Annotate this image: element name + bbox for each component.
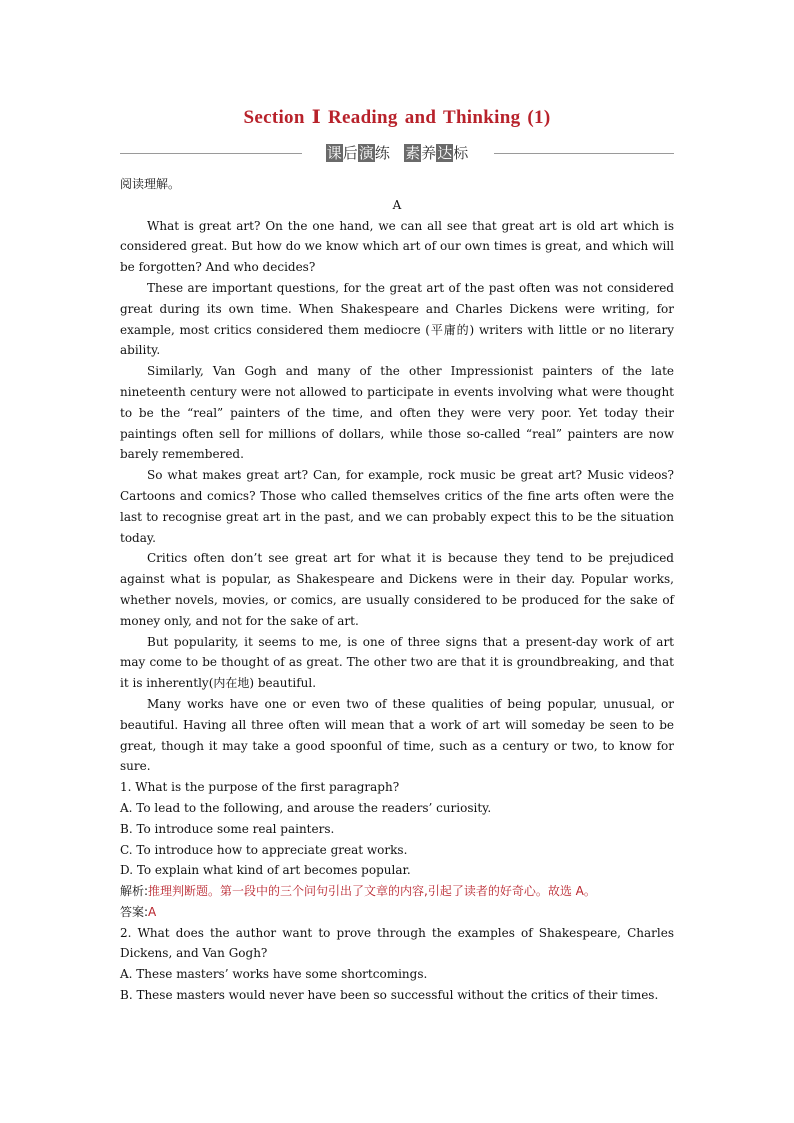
section-title: Section Ⅰ Reading and Thinking (1) — [243, 107, 551, 128]
banner-char: 素 — [405, 144, 421, 162]
banner-char: 养 — [421, 144, 437, 162]
question-1-stem: 1. What is the purpose of the first paragraph? — [120, 780, 400, 795]
passage-paragraph: Similarly, Van Gogh and many of the other Impressionist painters of the late nineteenth century were not allowed to participate in events involving what were thought to be the “real” painters of the time, and often they were very poor. Yet today their paintings often sell for millions of dollars, while those so-called “real” painters are now barely remembered. — [120, 364, 674, 462]
answer-value: A — [148, 904, 157, 919]
banner-char: 标 — [453, 144, 469, 162]
document-body — [120, 174, 674, 1006]
question-1-option-c: C. To introduce how to appreciate great works. — [120, 842, 408, 857]
passage-paragraph: So what makes great art? Can, for example, rock music be great art? Music videos? Cartoons and comics? Those who called themselves critics of the fine arts often were the last to recognise great art in the past, and we can probably expect this to be the situation today. — [120, 468, 674, 545]
question-2-option-b: B. These masters would never have been so successful without the critics of their times. — [120, 988, 659, 1003]
analysis-text: 推理判断题。第一段中的三个问句引出了文章的内容,引起了读者的好奇心。故选 A。 — [148, 884, 596, 899]
passage-paragraph: What is great art? On the one hand, we can all see that great art is old art which is considered great. But how do we know which art of our own times is great, and which will be forgotten? And who decides? — [120, 218, 674, 275]
passage-paragraph: Critics often don’t see great art for what it is because they tend to be prejudiced against what is popular, as Shakespeare and Dickens were in their day. Popular works, whether novels, movies, or comics, are usually considered to be produced for the sake of money only, and not for the sake of art. — [120, 551, 674, 628]
passage-label: A — [392, 197, 402, 212]
passage-paragraph: But popularity, it seems to me, is one of three signs that a present-day work of art may come to be thought of as great. The other two are that it is groundbreaking, and that it is inherently(内在地) beautiful. — [120, 634, 674, 691]
question-2-stem: 2. What does the author want to prove through the examples of Shakespeare, Charles Dickens, and Van Gogh? — [120, 925, 674, 961]
banner-rule-left — [120, 153, 302, 154]
question-1-option-d: D. To explain what kind of art becomes popular. — [120, 863, 411, 878]
banner-rule-right — [494, 153, 674, 154]
question-1-option-a: A. To lead to the following, and arouse the readers’ curiosity. — [120, 800, 492, 815]
passage-paragraph: These are important questions, for the great art of the past often was not considered great during its own time. When Shakespeare and Charles Dickens were writing, for example, most critics considered them mediocre (平庸的) writers with little or no literary ability. — [120, 280, 674, 358]
banner-char: 课 — [326, 144, 342, 162]
passage-paragraph: Many works have one or even two of these qualities of being popular, unusual, or beautiful. Having all three often will mean that a work of art will someday be seen to be great, though it may take a good spoonful of time, such as a century or two, to know for sure. — [120, 696, 674, 774]
banner-label — [310, 142, 484, 164]
instruction: 阅读理解。 — [120, 177, 181, 191]
banner-char: 后 — [342, 144, 358, 162]
banner-char: 达 — [437, 144, 453, 162]
question-1-analysis — [120, 881, 674, 902]
question-2-option-a: A. These masters’ works have some shortcomings. — [120, 967, 428, 982]
section-banner — [120, 142, 674, 164]
question-1-answer — [120, 902, 674, 923]
question-1-option-b: B. To introduce some real painters. — [120, 821, 335, 836]
answer-label: 答案: — [120, 904, 149, 919]
analysis-label: 解析: — [120, 884, 149, 899]
banner-char: 练 — [374, 144, 390, 162]
banner-char: 演 — [358, 144, 374, 162]
